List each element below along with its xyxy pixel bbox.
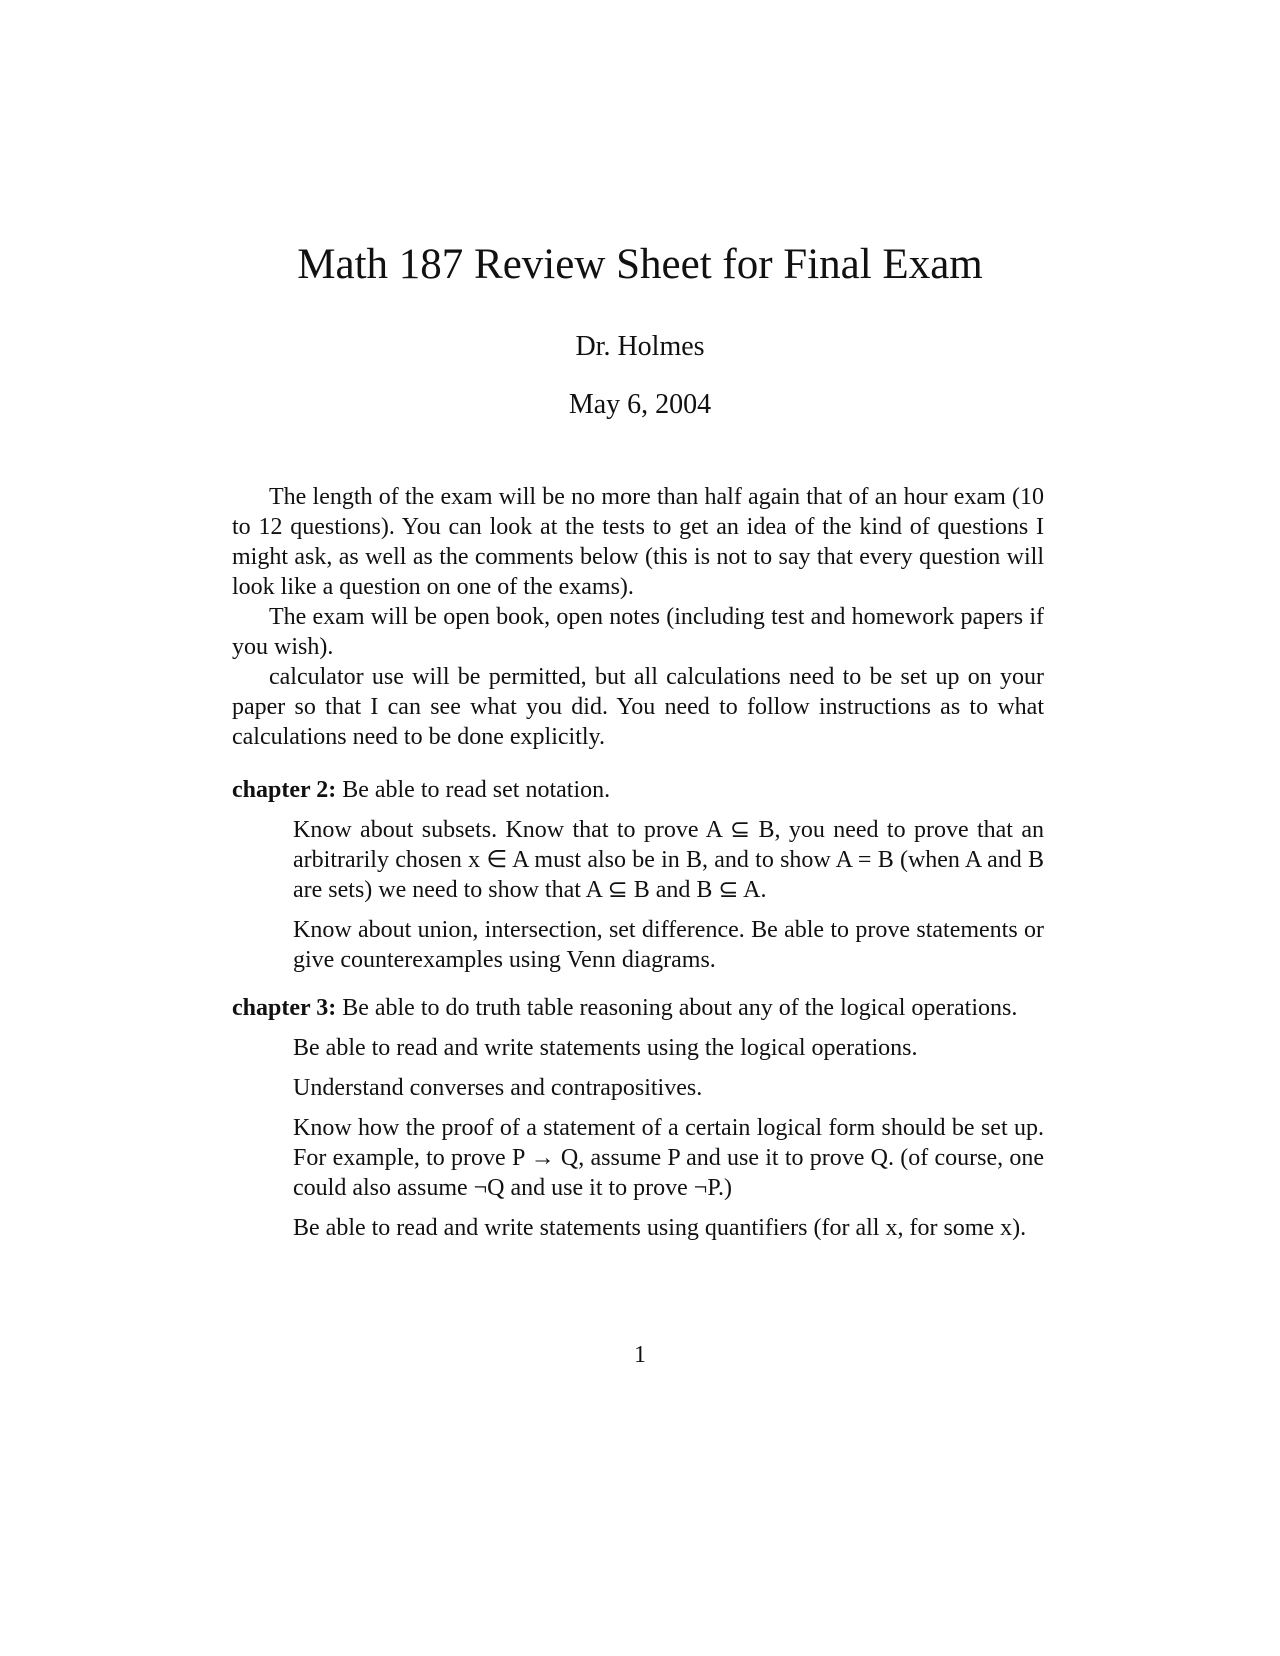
chapter-heading — [232, 775, 1044, 805]
chapter-item: Understand converses and contrapositives. — [293, 1075, 703, 1101]
chapter-2-block — [232, 775, 1044, 975]
chapter-item: Be able to read and write statements using the logical operations. — [293, 1035, 918, 1061]
chapter-3-block — [232, 993, 1044, 1243]
chapter-item: Know about union, intersection, set difference. Be able to prove statements or give counterexamples using Venn diagrams. — [293, 917, 1044, 973]
document-date: May 6, 2004 — [568, 389, 712, 420]
chapter-label: chapter 3: — [232, 995, 337, 1021]
document-title: Math 187 Review Sheet for Final Exam — [297, 241, 983, 288]
chapters-section — [232, 775, 1044, 1243]
chapter-heading-text: Be able to read set notation. — [342, 777, 611, 803]
chapter-label: chapter 2: — [232, 777, 337, 803]
intro-paragraph: The exam will be open book, open notes (including test and homework papers if you wish). — [232, 604, 1044, 660]
intro-paragraph: The length of the exam will be no more than half again that of an hour exam (10 to 12 questions). You can look at the tests to get an idea of the kind of questions I might ask, as well as the comments below (this is not to say that every question will look like a question on one of the exams). — [232, 484, 1044, 600]
chapter-item: Know how the proof of a statement of a certain logical form should be set up. For example, to prove P → Q, assume P and use it to prove Q. (of course, one could also assume ¬Q and use it to prove ¬P.) — [293, 1115, 1044, 1201]
chapter-item: Be able to read and write statements using quantifiers (for all x, for some x). — [293, 1215, 1027, 1241]
intro-section — [232, 482, 1044, 752]
page-number: 1 — [634, 1342, 646, 1368]
document-author: Dr. Holmes — [575, 331, 705, 362]
chapter-item: Know about subsets. Know that to prove A ⊆ B, you need to prove that an arbitrarily chosen x ∈ A must also be in B, and to show A = B (when A and B are sets) we need to show that A ⊆ B and B ⊆ A. — [293, 817, 1044, 903]
intro-paragraph: calculator use will be permitted, but all calculations need to be set up on your paper so that I can see what you did. You need to follow instructions as to what calculations need to be done explicitly. — [232, 664, 1044, 750]
chapter-heading — [232, 993, 1044, 1023]
chapter-heading-text: Be able to do truth table reasoning about any of the logical operations. — [342, 995, 1018, 1021]
